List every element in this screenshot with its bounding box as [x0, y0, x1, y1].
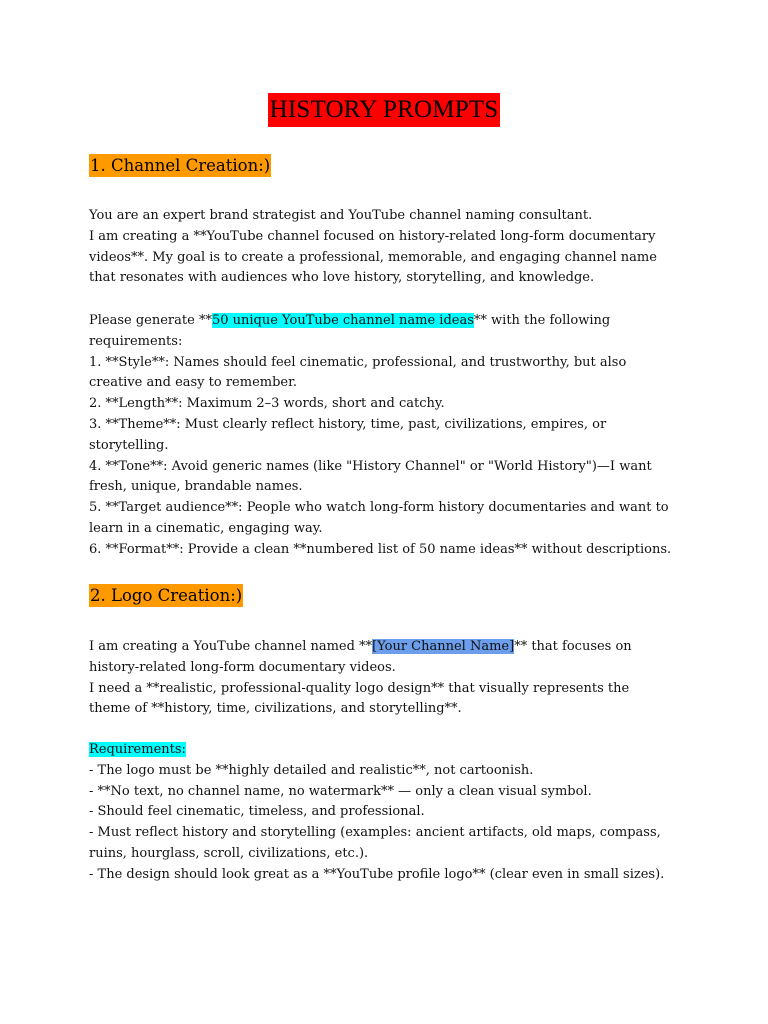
- text-line: 2. **Length**: Maximum 2–3 words, short and catchy.: [89, 396, 445, 412]
- channel-intro-paragraph: [89, 206, 689, 289]
- text-line: storytelling.: [89, 437, 169, 453]
- list-item: - The design should look great as a **YouTube profile logo** (clear even in small sizes).: [89, 866, 665, 882]
- intro-post: ** that focuses on: [514, 639, 632, 654]
- text-line: learn in a cinematic, engaging way.: [89, 520, 323, 536]
- logo-requirements-list: [89, 740, 689, 886]
- section-heading-logo-creation: 2. Logo Creation:): [90, 586, 243, 605]
- text-line: 6. **Format**: Provide a clean **numbered list of 50 name ideas** without descriptions.: [89, 541, 672, 557]
- list-item: - The logo must be **highly detailed and realistic**, not cartoonish.: [89, 762, 534, 778]
- text-line: creative and easy to remember.: [89, 375, 298, 391]
- requirements-label-line: [89, 740, 689, 761]
- list-item: ruins, hourglass, scroll, civilizations, etc.).: [89, 845, 369, 861]
- text-line: 3. **Theme**: Must clearly reflect history, time, past, civilizations, empires, or: [89, 416, 607, 432]
- section-heading-channel-creation: 1. Channel Creation:): [90, 156, 271, 175]
- highlighted-channel-name: [Your Channel Name]: [372, 639, 515, 654]
- list-item: - Must reflect history and storytelling (examples: ancient artifacts, old maps, compass,: [89, 825, 661, 841]
- intro-pre: I am creating a YouTube channel named **: [89, 639, 373, 654]
- list-item: - **No text, no channel name, no watermark** — only a clean visual symbol.: [89, 783, 592, 799]
- text-line: You are an expert brand strategist and YouTube channel naming consultant.: [89, 208, 593, 223]
- request-post: ** with the following: [473, 313, 611, 328]
- text-line: history-related long-form documentary videos.: [89, 659, 396, 675]
- requirements-label: Requirements:: [89, 742, 186, 757]
- request-pre: Please generate **: [89, 313, 212, 328]
- document-title: HISTORY PROMPTS: [268, 93, 501, 127]
- text-line: [89, 311, 689, 332]
- channel-requirements-paragraph: [89, 311, 689, 561]
- text-line: 1. **Style**: Names should feel cinematic, professional, and trustworthy, but also: [89, 354, 627, 370]
- text-line: [89, 637, 689, 658]
- text-line: I need a **realistic, professional-quality logo design** that visually represents the: [89, 680, 630, 696]
- text-line: 4. **Tone**: Avoid generic names (like "History Channel" or "World History")—I want: [89, 458, 652, 474]
- highlighted-request: 50 unique YouTube channel name ideas: [211, 313, 474, 328]
- title-wrap: [0, 93, 768, 127]
- text-line: theme of **history, time, civilizations, and storytelling**.: [89, 701, 462, 717]
- list-item: - Should feel cinematic, timeless, and professional.: [89, 804, 425, 820]
- text-line: requirements:: [89, 333, 183, 349]
- text-line: videos**. My goal is to create a professional, memorable, and engaging channel name: [89, 249, 657, 265]
- text-line: that resonates with audiences who love history, storytelling, and knowledge.: [89, 270, 595, 286]
- logo-intro-paragraph: [89, 637, 689, 720]
- text-line: I am creating a **YouTube channel focused on history-related long-form documentary: [89, 228, 656, 244]
- text-line: fresh, unique, brandable names.: [89, 479, 303, 495]
- text-line: 5. **Target audience**: People who watch long-form history documentaries and want to: [89, 500, 669, 516]
